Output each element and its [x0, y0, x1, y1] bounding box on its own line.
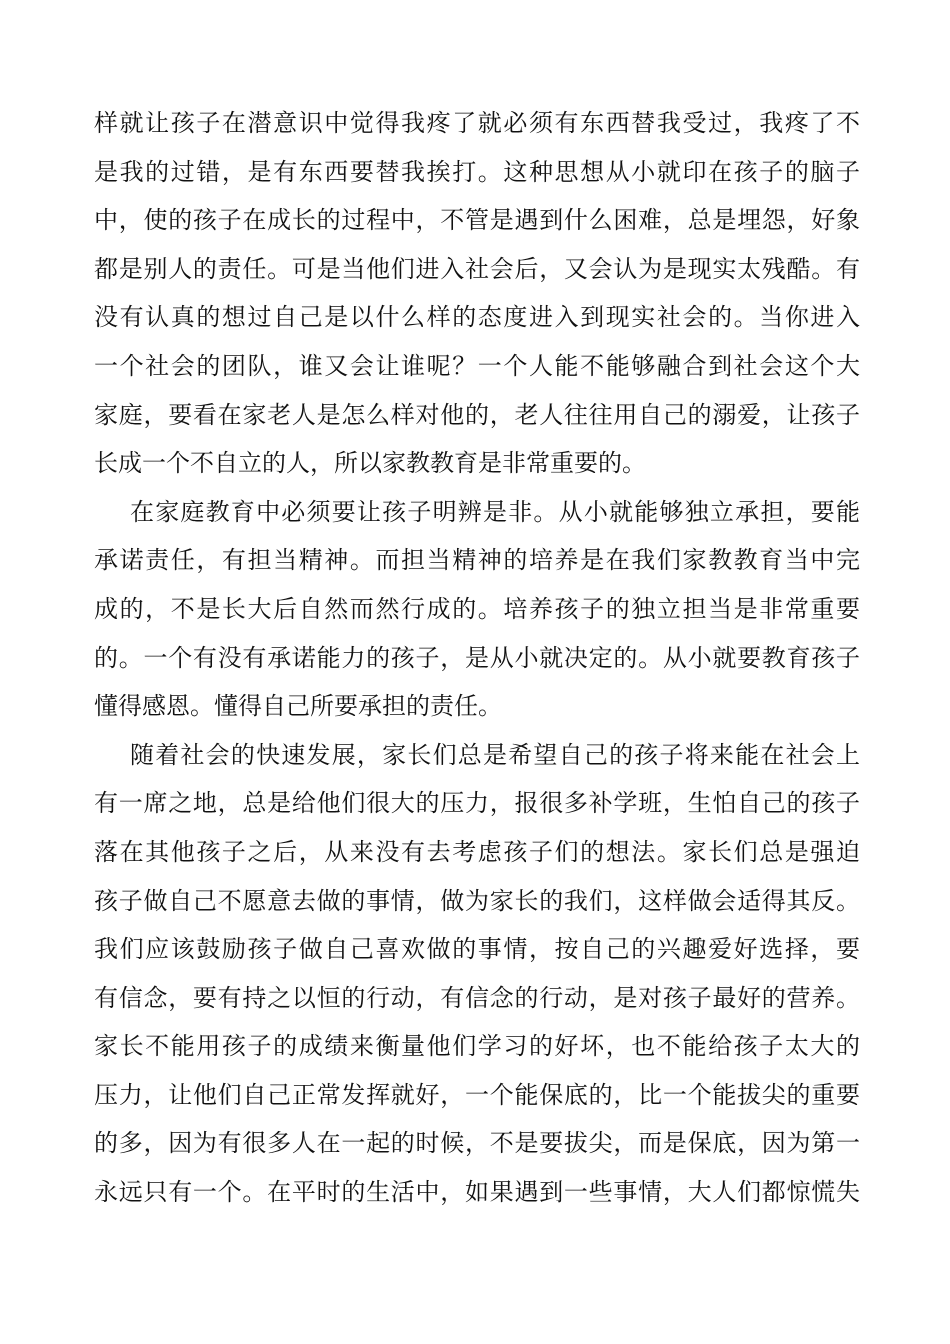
paragraph — [94, 99, 860, 488]
paragraph — [94, 488, 860, 731]
text-line: 孩子做自己不愿意去做的事情，做为家长的我们，这样做会适得其反。 — [94, 886, 860, 915]
text-line: 中，使的孩子在成长的过程中，不管是遇到什么困难，总是埋怨，好象 — [94, 206, 860, 235]
text-line: 落在其他孩子之后，从来没有去考虑孩子们的想法。家长们总是强迫 — [94, 837, 860, 866]
text-line: 有一席之地，总是给他们很大的压力，报很多补学班，生怕自己的孩子 — [94, 789, 860, 818]
text-line: 随着社会的快速发展，家长们总是希望自己的孩子将来能在社会上 — [130, 740, 860, 769]
text-line: 承诺责任，有担当精神。而担当精神的培养是在我们家教教育当中完 — [94, 546, 860, 575]
document-body — [94, 99, 860, 1217]
text-line: 的。一个有没有承诺能力的孩子，是从小就决定的。从小就要教育孩子 — [94, 643, 860, 672]
text-line: 都是别人的责任。可是当他们进入社会后，又会认为是现实太残酷。有 — [94, 254, 860, 283]
text-line: 永远只有一个。在平时的生活中，如果遇到一些事情，大人们都惊慌失 — [94, 1178, 860, 1207]
text-line: 家长不能用孩子的成绩来衡量他们学习的好坏，也不能给孩子太大的 — [94, 1032, 860, 1061]
text-line: 是我的过错，是有东西要替我挨打。这种思想从小就印在孩子的脑子 — [94, 157, 860, 186]
text-line: 成的，不是长大后自然而然行成的。培养孩子的独立担当是非常重要 — [94, 594, 860, 623]
text-line: 的多，因为有很多人在一起的时候，不是要拔尖，而是保底，因为第一 — [94, 1129, 860, 1158]
text-line: 在家庭教育中必须要让孩子明辨是非。从小就能够独立承担，要能 — [130, 497, 860, 526]
text-line: 压力，让他们自己正常发挥就好，一个能保底的，比一个能拔尖的重要 — [94, 1080, 860, 1109]
text-line: 长成一个不自立的人，所以家教教育是非常重要的。 — [94, 449, 646, 478]
text-line: 没有认真的想过自己是以什么样的态度进入到现实社会的。当你进入 — [94, 303, 860, 332]
text-line: 有信念，要有持之以恒的行动，有信念的行动，是对孩子最好的营养。 — [94, 983, 860, 1012]
text-line: 家庭，要看在家老人是怎么样对他的，老人往往用自己的溺爱，让孩子 — [94, 400, 860, 429]
text-line: 一个社会的团队，谁又会让谁呢？一个人能不能够融合到社会这个大 — [94, 351, 860, 380]
text-line: 我们应该鼓励孩子做自己喜欢做的事情，按自己的兴趣爱好选择，要 — [94, 935, 860, 964]
text-line: 样就让孩子在潜意识中觉得我疼了就必须有东西替我受过，我疼了不 — [94, 109, 860, 137]
paragraph — [94, 731, 860, 1217]
text-line: 懂得感恩。懂得自己所要承担的责任。 — [94, 692, 502, 721]
